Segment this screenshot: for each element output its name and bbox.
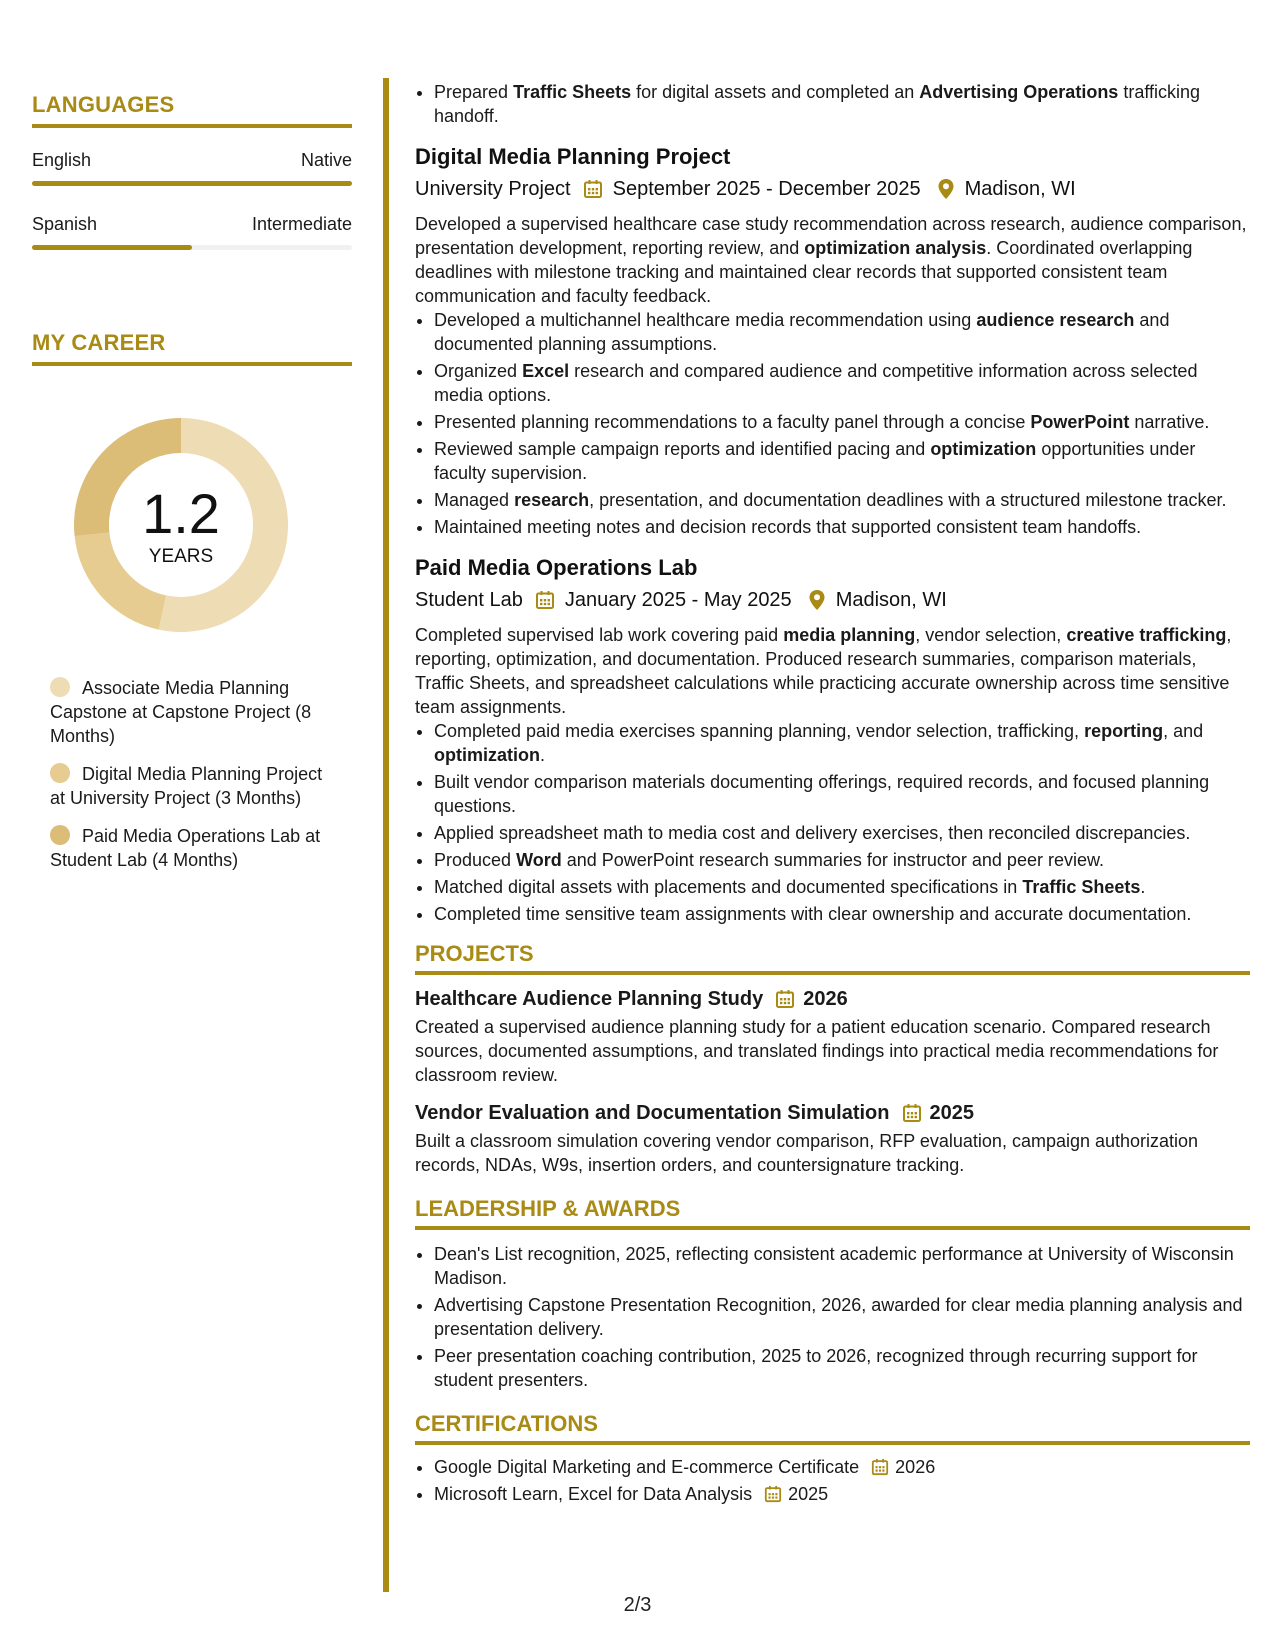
bullet-item: • Matched digital assets with placements and documented specifications in Traffic Sheets. [434,875,1250,899]
entry-location: Madison, WI [835,589,947,611]
experience-entry [415,142,1250,539]
column-divider [383,78,389,1592]
entry-meta [415,585,1250,615]
bullet-item: • Organized Excel research and compared audience and competitive information across selected media options. [434,359,1250,407]
career-total-value: 1.2 [142,482,220,545]
left-column [32,92,352,886]
legend-dot [50,825,70,845]
calendar-icon [871,1458,889,1476]
entry-description: Completed supervised lab work covering paid media planning, vendor selection, creative trafficking, reporting, optimization, and documentation. Produced research summaries, comparison materials, Traffic Sheets, and spreadsheet calculations while practicing accurate ownership across time sensitive team assignments. [415,625,1232,717]
language-name: Spanish [32,214,98,234]
language-proficiency-fill [32,245,192,250]
calendar-icon [775,989,795,1009]
awards-list [415,1242,1250,1392]
language-item-english [32,150,352,186]
certifications-heading: CERTIFICATIONS [415,1412,1250,1445]
calendar-icon [764,1485,782,1503]
career-legend-label: Associate Media Planning Capstone at Capstone Project (8 Months) [50,678,312,746]
language-name: English [32,150,92,170]
page-number: 2/3 [623,1594,652,1616]
language-proficiency-bar [32,181,352,186]
bullet-item: • Maintained meeting notes and decision records that supported consistent team handoffs. [434,515,1250,539]
entry-dates: January 2025 - May 2025 [564,589,792,611]
location-pin-icon [937,178,955,200]
career-legend-label: Digital Media Planning Project at University Project (3 Months) [50,764,323,808]
career-legend-label: Paid Media Operations Lab at Student Lab (4 Months) [50,826,321,870]
project-year: 2026 [803,988,848,1010]
award-item: • Dean's List recognition, 2025, reflecting consistent academic performance at University of Wisconsin Madison. [434,1242,1250,1290]
language-item-spanish [32,214,352,250]
entry-bullets [415,719,1250,926]
career-section [32,330,352,872]
project-description: Created a supervised audience planning study for a patient education scenario. Compared research sources, documented assumptions, and translated findings into practical media recommendations for classroom review. [415,1017,1219,1085]
entry-location: Madison, WI [964,178,1076,200]
career-legend-item [50,762,330,810]
language-proficiency-bar [32,245,352,250]
bullet-item: • Presented planning recommendations to a faculty panel through a concise PowerPoint narrative. [434,410,1250,434]
calendar-icon [535,590,555,610]
experience-entry [415,553,1250,926]
calendar-icon [583,179,603,199]
project-item [415,985,1250,1087]
certification-item [434,1482,1250,1506]
entry-title: Digital Media Planning Project [415,144,731,169]
certification-year: 2026 [895,1457,936,1477]
legend-dot [50,677,70,697]
bullet-item: • Managed research, presentation, and documentation deadlines with a structured milestone tracker. [434,488,1250,512]
bullet-item: • Produced Word and PowerPoint research summaries for instructor and peer review. [434,848,1250,872]
right-column [415,80,1250,1509]
career-legend [50,676,330,872]
bullet-item: • Built vendor comparison materials documenting offerings, required records, and focused planning questions. [434,770,1250,818]
legend-dot [50,763,70,783]
bullet-item: • Completed paid media exercises spanning planning, vendor selection, trafficking, reporting, and optimization. [434,719,1250,767]
entry-meta [415,174,1250,204]
certification-name: • Google Digital Marketing and E-commerce Certificate [434,1457,860,1477]
awards-heading: LEADERSHIP & AWARDS [415,1197,1250,1230]
language-level: Intermediate [251,214,352,234]
calendar-icon [902,1103,922,1123]
entry-organization: University Project [415,178,571,200]
language-proficiency-fill [32,181,352,186]
certification-item [434,1455,1250,1479]
entry-dates: September 2025 - December 2025 [612,178,921,200]
career-legend-item [50,676,330,748]
career-donut-chart [66,410,296,640]
language-level: Native [300,150,352,170]
bullet-item: • Prepared Traffic Sheets for digital assets and completed an Advertising Operations trafficking handoff. [434,80,1250,128]
project-description: Built a classroom simulation covering vendor comparison, RFP evaluation, campaign authorization records, NDAs, W9s, insertion orders, and countersignature tracking. [415,1131,1199,1175]
bullet-item: • Applied spreadsheet math to media cost and delivery exercises, then reconciled discrepancies. [434,821,1250,845]
entry-title: Paid Media Operations Lab [415,555,698,580]
certification-year: 2025 [788,1484,829,1504]
experience-continued-bullets [415,80,1250,128]
entry-organization: Student Lab [415,589,523,611]
languages-heading: LANGUAGES [32,92,352,128]
project-title: Vendor Evaluation and Documentation Simulation [415,1102,890,1124]
career-heading: MY CAREER [32,330,352,366]
entry-bullets [415,308,1250,539]
project-title: Healthcare Audience Planning Study [415,988,764,1010]
project-year: 2025 [929,1102,974,1124]
certifications-list [415,1455,1250,1506]
bullet-item: • Developed a multichannel healthcare media recommendation using audience research and documented planning assumptions. [434,308,1250,356]
career-total-unit: YEARS [148,546,214,567]
bullet-item: • Completed time sensitive team assignments with clear ownership and accurate documentation. [434,902,1250,926]
entry-description: Developed a supervised healthcare case study recommendation across research, audience comparison, presentation development, reporting review, and optimization analysis. Coordinated overlapping deadlines with milestone tracking and maintained clear records that supported consistent team communication and faculty feedback. [415,214,1247,306]
award-item: • Advertising Capstone Presentation Recognition, 2026, awarded for clear media planning analysis and presentation delivery. [434,1293,1250,1341]
projects-heading: PROJECTS [415,942,1250,975]
award-item: • Peer presentation coaching contribution, 2025 to 2026, recognized through recurring support for student presenters. [434,1344,1250,1392]
project-item [415,1099,1250,1177]
location-pin-icon [808,589,826,611]
certification-name: • Microsoft Learn, Excel for Data Analysis [434,1484,753,1504]
bullet-item: • Reviewed sample campaign reports and identified pacing and optimization opportunities under faculty supervision. [434,437,1250,485]
career-legend-item [50,824,330,872]
